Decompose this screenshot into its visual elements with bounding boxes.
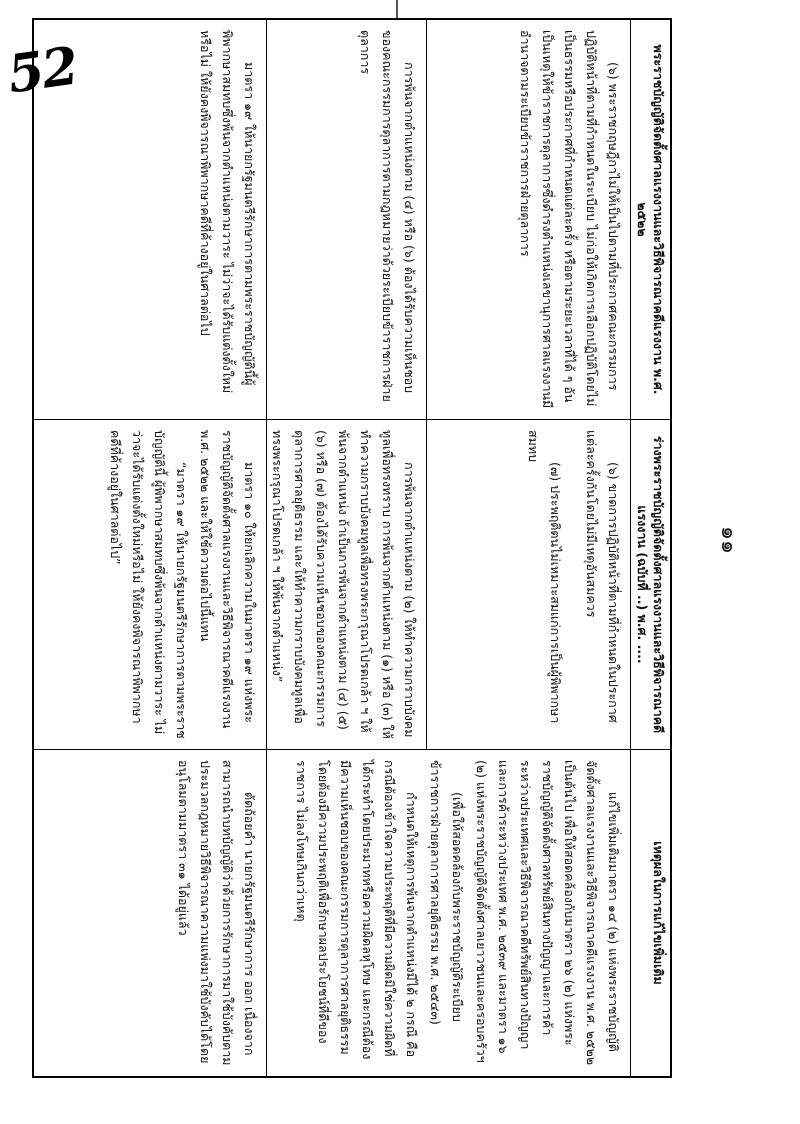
row1-reason: แก้ไขเพิ่มเติมมาตรา ๑๔ (๒) แห่งพระราชบัญญัติจัดตั้งศาลแรงงานและวิธีพิจารณาคดีแรงงาน พ.ศ. ๒๕๒๒ เป็นต้นไป เพื่อให้สอดคล้องกับมาตรา ๒๖ (๒) แห่งพระราชบัญญัติจัดตั้งศาลทรัพย์สินทางปัญญาและการค้าระหว่างประเทศและวิธีพิจารณาคดีทรัพย์สินทางปัญญาและการค้าระหว่างประเทศ พ.ศ. ๒๕๓๙ และมาตรา ๑๖ (๒) แห่งพระราชบัญญัติจัดตั้งศาลเยาวชนและครอบครัวฯ (เพื่อให้สอดคล้องกับพระราชบัญญัติระเบียบข้าราชการฝ่ายตุลาการศาลยุติธรรม พ.ศ. ๒๕๔๓) กำหนดให้เหตุการพ้นจากตำแหน่งมีได้ ๒ กรณี คือ กรณีต้องเข้าใจความประพฤติที่มีความผิดมิใช่ความผิดที่ได้กระทำโดยประมาทหรือความผิดลหุโทษ และกรณีต้องมีความเห็นชอบของคณะกรรมการตุลาการศาลยุติธรรม โดยต้องมีความประพฤติเพื่อรักษาผลประโยชน์ที่ดีของราชการ ไม่ลงโทษเกินกว่าเหตุ bbox=[266, 750, 630, 1076]
header-reason: เหตุผลในการแก้ไขเพิ่มเติม bbox=[630, 750, 670, 1076]
handwritten-page-number: 52 bbox=[4, 35, 81, 106]
row3-current-law: มาตรา ๑๙ ให้นายกรัฐมนตรีรักษาการตามพระราชบัญญัตินี้ผู้พิพากษาสมทบซึ่งพ้นจากตำแหน่งตามวาระ ไม่ว่าจะได้รับแต่งตั้งใหม่หรือไม่ ให้ยังคงพิจารณาพิพากษาคดีที่ค้างอยู่ในศาลต่อไป bbox=[34, 20, 266, 420]
header-current-law: พระราชบัญญัติจัดตั้งศาลแรงงานและวิธีพิจารณาคดีแรงงาน พ.ศ. ๒๕๒๒ bbox=[630, 20, 670, 420]
comparison-table bbox=[32, 18, 672, 1078]
header-draft-law: ร่างพระราชบัญญัติจัดตั้งศาลแรงงานและวิธีพิจารณาคดีแรงงาน (ฉบับที่ ..) พ.ศ. .... bbox=[630, 420, 670, 750]
row1-draft-law: (๖) ขาดการปฏิบัติหน้าที่ตามที่กำหนดในประกาศแต่ละครั้งกันโดยไม่มีเหตุอันสมควร (๗) ประพฤติตนไม่เหมาะสมแก่การเป็นผู้พิพากษาสมทบ bbox=[426, 420, 630, 750]
row3-draft-law: มาตรา ๑๐ ให้ยกเลิกความในมาตรา ๑๙ แห่งพระราชบัญญัติจัดตั้งศาลแรงงานและวิธีพิจารณาคดีแรงงาน พ.ศ. ๒๕๒๒ และให้ใช้ความต่อไปนี้แทน “มาตรา ๑๙ ให้นายกรัฐมนตรีรักษาการตามพระราชบัญญัตินี้ ผู้พิพากษาสมทบซึ่งพ้นจากตำแหน่งตามวาระ ไม่ว่าจะได้รับแต่งตั้งใหม่หรือไม่ ให้ยังคงพิจารณาพิพากษาคดีที่ค้างอยู่ในศาลต่อไป” bbox=[34, 420, 266, 750]
page-number: ๑๑ bbox=[716, 526, 741, 554]
row3-reason: ตัดถ้อยคำ นายกรัฐมนตรีรักษาการ ออก เนื่องจากสามารถนำบทบัญญัติว่าด้วยการรักษาการมาใช้บังคับตามประมวลกฎหมายวิธีพิจารณาความแพ่งมาใช้บังคับได้โดยอนุโลมตามมาตรา ๓๑ ได้อยู่แล้ว bbox=[176, 760, 257, 1066]
row1-current-law: (๖) พระราชกฤษฎีกาไม่ให้เป็นไปตามที่ประกาศคณะกรรมการปฏิบัติหน้าที่ตามที่กำหนดในระเบียบ ไม่ก่อให้เกิดการเลือกปฏิบัติโดยไม่เป็นธรรมหรือประกาศที่กำหนดแต่ละครั้ง หรือตามระยะเวลาที่ได้ ๆ อันเป็นเหตุให้ข้าราชการตุลาการซึ่งดำรงตำแหน่งเลขานุการศาลแรงงานมีอำนาจตามระเบียบข้าราชการฝ่ายตุลาการ bbox=[426, 20, 630, 420]
scan-mark bbox=[396, 0, 398, 20]
row2-draft-law: การพ้นจากตำแหน่งตาม (๒) ให้ทำความกราบบังคมทูลเพื่อทรงทราบ การพ้นจากตำแหน่งตาม (๑) หรือ (๓) ให้ทำความกราบบังคมทูลเพื่อทรงพระกรุณาโปรดเกล้า ฯ ให้พ้นจากตำแหน่ง ถ้าเป็นการพ้นจากตำแหน่งตาม (๔) (๕) (๖) หรือ (๗) ต้องได้รับความเห็นชอบของคณะกรรมการตุลาการศาลยุติธรรม และให้ทำความกราบบังคมทูลเพื่อทรงพระกรุณาโปรดเกล้า ฯ ให้พ้นจากตำแหน่ง” bbox=[266, 420, 426, 750]
row2-current-law: การพ้นจากตำแหน่งตาม (๔) หรือ (๖) ต้องได้รับความเห็นชอบของคณะกรรมการตุลาการตามกฎหมายว่าด้วยระเบียบข้าราชการฝ่ายตุลาการ bbox=[266, 20, 426, 420]
